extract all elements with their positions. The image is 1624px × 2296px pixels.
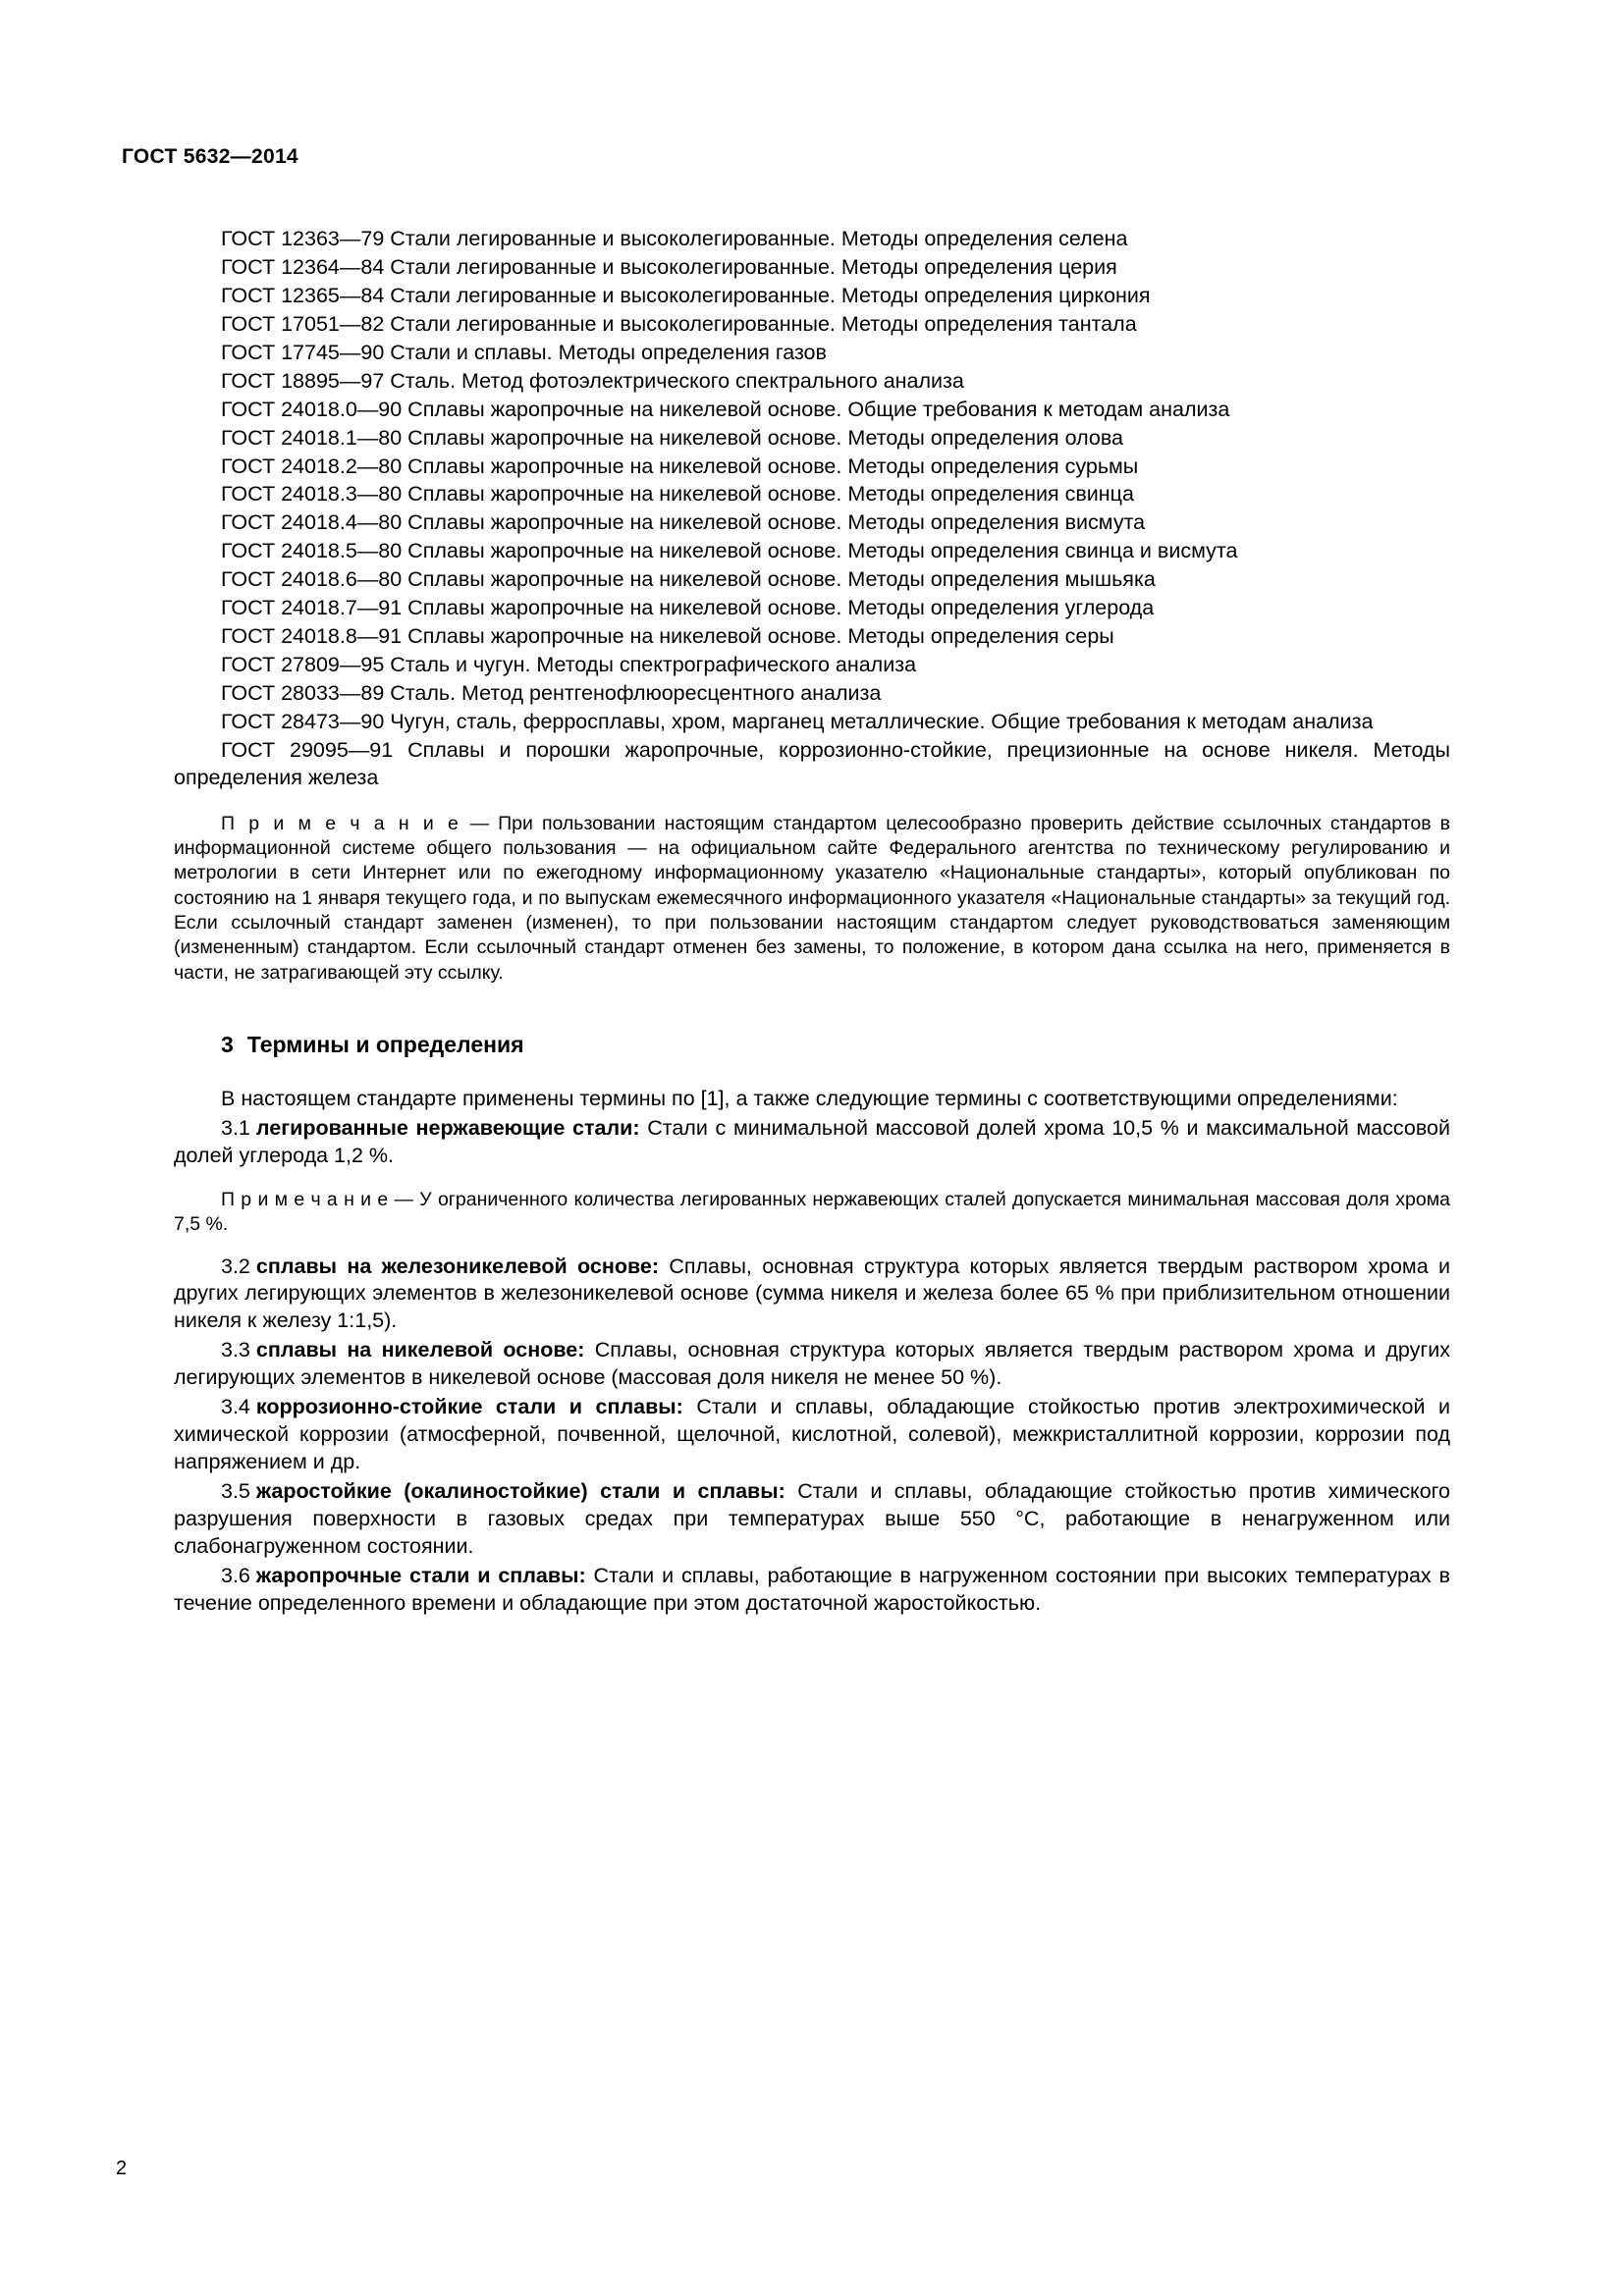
- term-definition: [174, 1254, 1450, 1336]
- term-name: жаростойкие (окалиностойкие) стали и сплавы:: [255, 1479, 785, 1504]
- note-text: — У ограниченного количества легированных нержавеющих сталей допускается минимальная массовая доля хрома 7,5 %.: [174, 1188, 1450, 1236]
- term-name: сплавы на железоникелевой основе:: [255, 1254, 660, 1278]
- reference-item: ГОСТ 24018.0—90 Сплавы жаропрочные на никелевой основе. Общие требования к методам анализа: [221, 397, 1230, 421]
- page-number: 2: [116, 2158, 128, 2179]
- term-note: [174, 1188, 1450, 1238]
- reference-item: ГОСТ 24018.6—80 Сплавы жаропрочные на никелевой основе. Методы определения мышьяка: [221, 567, 1156, 592]
- term-number: 3.6: [221, 1563, 250, 1587]
- term-definition: [174, 1394, 1450, 1476]
- note-label: П р и м е ч а н и е: [221, 1188, 389, 1210]
- reference-item: ГОСТ 24018.4—80 Сплавы жаропрочные на никелевой основе. Методы определения висмута: [221, 510, 1146, 535]
- reference-item: ГОСТ 17051—82 Стали легированные и высоколегированные. Методы определения тантала: [221, 311, 1137, 336]
- reference-item: ГОСТ 24018.8—91 Сплавы жаропрочные на никелевой основе. Методы определения серы: [221, 624, 1114, 649]
- normative-references-note: [174, 812, 1450, 986]
- reference-item: ГОСТ 12365—84 Стали легированные и высоколегированные. Методы определения циркония: [221, 283, 1151, 307]
- term-text: Сплавы, основная структура которых является твердым раствором хрома и других легирующих элементов в никелевой основе (массовая доля никеля не менее 50 %).: [174, 1338, 1450, 1390]
- reference-item: ГОСТ 18895—97 Сталь. Метод фотоэлектрического спектрального анализа: [221, 368, 964, 393]
- term-name: легированные нержавеющие стали:: [255, 1115, 640, 1140]
- term-name: сплавы на никелевой основе:: [255, 1338, 585, 1362]
- term-text: Стали с минимальной массовой долей хрома 10,5 % и максимальной массовой долей углерода 1,2 %.: [174, 1115, 1450, 1167]
- term-text: Стали и сплавы, обладающие стойкостью против электрохимической и химической коррозии (атмосферной, почвенной, щелочной, кислотной, солевой), межкристаллитной коррозии, коррозии под напряжением и др.: [174, 1395, 1450, 1474]
- page-content: [174, 226, 1450, 1618]
- term-definition: [174, 1337, 1450, 1392]
- term-definition: [174, 1563, 1450, 1618]
- term-number: 3.1: [221, 1115, 250, 1140]
- reference-item: ГОСТ 24018.1—80 Сплавы жаропрочные на никелевой основе. Методы определения олова: [221, 425, 1123, 450]
- term-name: жаропрочные стали и сплавы:: [255, 1563, 586, 1587]
- section-number: 3: [221, 1032, 234, 1058]
- section-title-text: Термины и определения: [246, 1032, 524, 1058]
- reference-item: ГОСТ 17745—90 Стали и сплавы. Методы определения газов: [221, 340, 827, 364]
- term-number: 3.2: [221, 1254, 250, 1278]
- section-heading: [221, 1031, 1450, 1060]
- reference-item: ГОСТ 12364—84 Стали легированные и высоколегированные. Методы определения церия: [221, 254, 1117, 279]
- reference-item: ГОСТ 27809—95 Сталь и чугун. Методы спектрографического анализа: [221, 653, 917, 677]
- term-text: Сплавы, основная структура которых является твердым раствором хрома и других легирующих элементов в железоникелевой основе (сумма никеля и железа более 65 % при приблизительном отношении никеля к железу 1:1,5).: [174, 1254, 1451, 1333]
- normative-references-list: [174, 226, 1450, 792]
- reference-item: ГОСТ 24018.3—80 Сплавы жаропрочные на никелевой основе. Методы определения свинца: [221, 482, 1134, 507]
- note-text: — При пользовании настоящим стандартом целесообразно проверить действие ссылочных стандартов в информационной системе общего пользования — на официальном сайте Федерального агентства по техническому регулированию и метрологии в сети Интернет или по ежегодному информационному указателю «Национальные стандарты», который опубликован по состоянию на 1 января текущего года, и по выпускам ежемесячного информационного указателя «Национальные стандарты» за текущий год. Если ссылочный стандарт заменен (изменен), то при пользовании настоящим стандартом следует руководствоваться заменяющим (измененным) стандартом. Если ссылочный стандарт отменен без замены, то положение, в котором дана ссылка на него, применяется в части, не затрагивающей эту ссылку.: [174, 812, 1450, 984]
- term-number: 3.5: [221, 1479, 250, 1504]
- term-text: Стали и сплавы, обладающие стойкостью против химического разрушения поверхности в газовых средах при температурах выше 550 °C, работающие в ненагруженном или слабонагруженном состоянии.: [174, 1479, 1450, 1558]
- reference-item: ГОСТ 24018.7—91 Сплавы жаропрочные на никелевой основе. Методы определения углерода: [221, 596, 1155, 620]
- reference-item: ГОСТ 28473—90 Чугун, сталь, ферросплавы, хром, марганец металлические. Общие требования к методам анализа: [221, 709, 1374, 733]
- term-definition: [174, 1478, 1450, 1561]
- term-number: 3.3: [221, 1338, 250, 1362]
- note-label: П р и м е ч а н и е: [221, 812, 461, 834]
- reference-item: ГОСТ 24018.5—80 Сплавы жаропрочные на никелевой основе. Методы определения свинца и висмута: [221, 539, 1238, 563]
- reference-item: ГОСТ 28033—89 Сталь. Метод рентгенофлюоресцентного анализа: [221, 681, 882, 705]
- reference-item: ГОСТ 24018.2—80 Сплавы жаропрочные на никелевой основе. Методы определения сурьмы: [221, 454, 1139, 478]
- reference-item: ГОСТ 29095—91 Сплавы и порошки жаропрочные, коррозионно-стойкие, прецизионные на основе никеля. Методы определения железа: [174, 737, 1450, 789]
- term-number: 3.4: [221, 1395, 250, 1419]
- reference-item: ГОСТ 12363—79 Стали легированные и высоколегированные. Методы определения селена: [221, 227, 1128, 250]
- section-intro: В настоящем стандарте применены термины по [1], а также следующие термины с соответствующими определениями:: [221, 1087, 1398, 1111]
- document-header: ГОСТ 5632—2014: [122, 145, 298, 168]
- term-text: Стали и сплавы, работающие в нагруженном состоянии при высоких температурах в течение определенного времени и обладающие при этом достаточной жаростойкостью.: [174, 1563, 1450, 1615]
- term-name: коррозионно-стойкие стали и сплавы:: [255, 1395, 683, 1419]
- term-definition: [174, 1115, 1450, 1170]
